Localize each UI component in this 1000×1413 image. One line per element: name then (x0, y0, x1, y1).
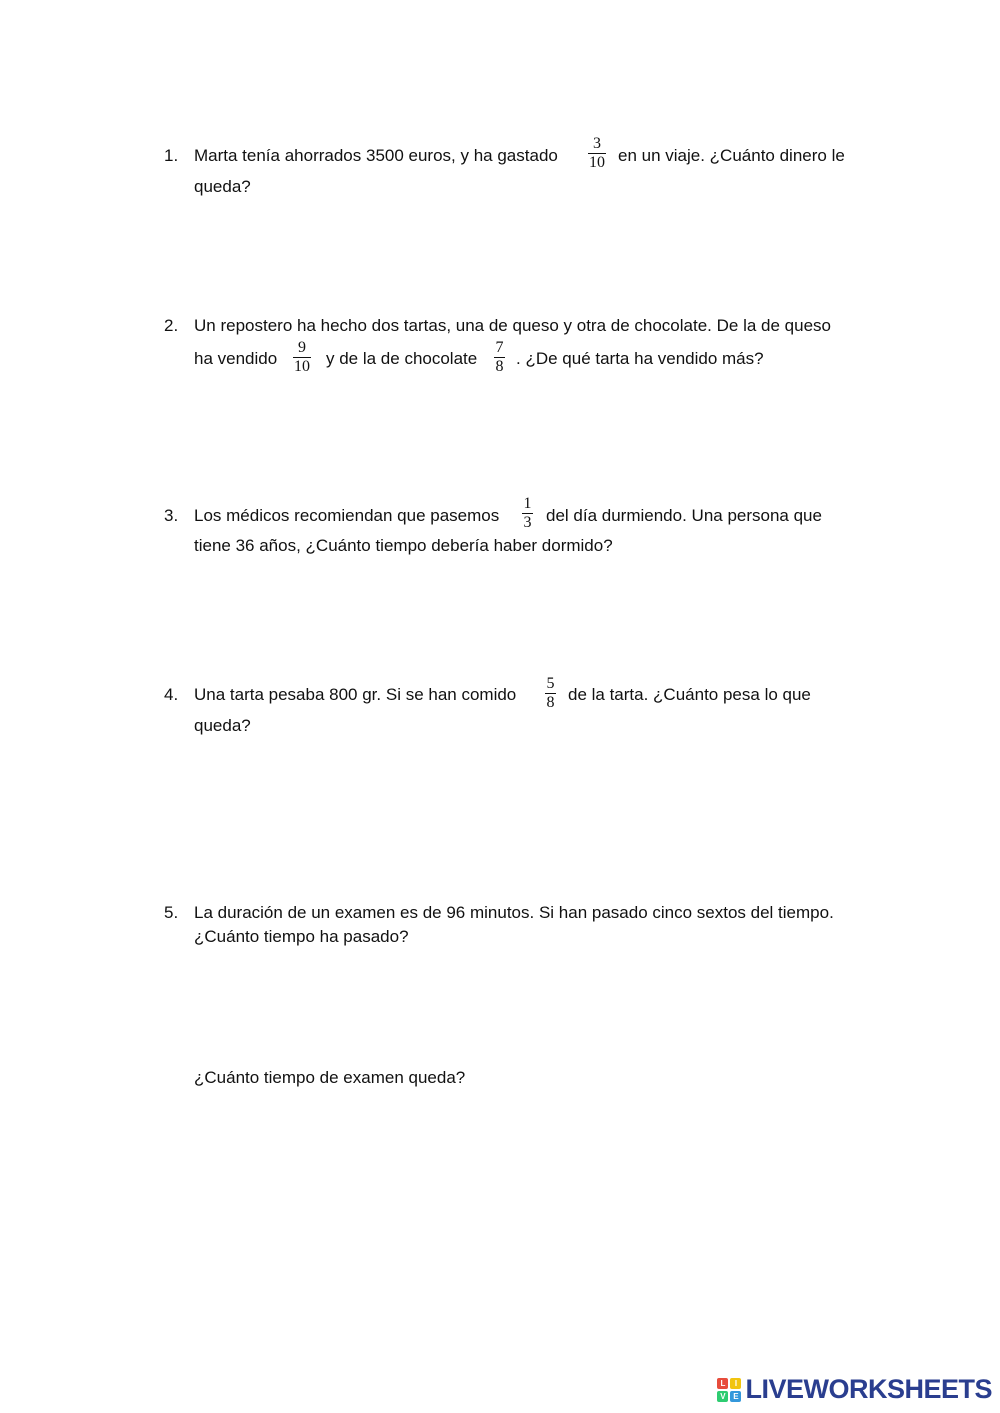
problem-text: Marta tenía ahorrados 3500 euros, y ha gastado (194, 146, 558, 165)
problem-text: Los médicos recomiendan que pasemos (194, 506, 500, 525)
problem-number: 2. (164, 316, 179, 335)
fraction (494, 340, 505, 375)
problem-number: 5. (164, 903, 179, 922)
fraction-numerator: 7 (495, 339, 504, 356)
logo-block-i: I (730, 1378, 741, 1389)
fraction-denominator: 8 (546, 694, 555, 711)
fraction-numerator: 1 (523, 495, 532, 512)
problem-text: ¿Cuánto tiempo ha pasado? (194, 927, 409, 946)
problem-text: La duración de un examen es de 96 minutos. Si han pasado cinco sextos del tiempo. (194, 903, 834, 922)
problem-text: Un repostero ha hecho dos tartas, una de queso y otra de chocolate. De la de queso (194, 316, 831, 335)
problem-number: 3. (164, 506, 179, 525)
problem-text: y de la de chocolate (326, 349, 478, 368)
fraction-denominator: 3 (523, 514, 532, 531)
problem-text: queda? (194, 177, 251, 196)
fraction-numerator: 9 (298, 339, 306, 356)
fraction (588, 136, 606, 171)
problem-followup-question: ¿Cuánto tiempo de examen queda? (194, 1068, 466, 1087)
fraction-denominator: 10 (589, 154, 605, 171)
fraction (293, 340, 311, 375)
logo-block-e: E (730, 1391, 741, 1402)
fraction-numerator: 5 (546, 675, 555, 692)
problem-number: 4. (164, 685, 179, 704)
logo-block-l: L (717, 1378, 728, 1389)
logo-brand-text: LIVEWORKSHEETS (745, 1374, 992, 1404)
fraction-numerator: 3 (593, 135, 601, 152)
problem-text: queda? (194, 716, 251, 735)
problem-text: en un viaje. ¿Cuánto dinero le (618, 146, 845, 165)
problem-number: 1. (164, 146, 179, 165)
problem-text: de la tarta. ¿Cuánto pesa lo que (568, 685, 811, 704)
problem-text: tiene 36 años, ¿Cuánto tiempo debería haber dormido? (194, 536, 613, 555)
logo-icon (717, 1378, 741, 1402)
fraction (545, 676, 556, 711)
problem-text: . ¿De qué tarta ha vendido más? (516, 349, 764, 368)
liveworksheets-logo (717, 1374, 992, 1405)
fraction (522, 496, 533, 531)
fraction-denominator: 8 (495, 358, 504, 375)
problem-text: Una tarta pesaba 800 gr. Si se han comido (194, 685, 517, 704)
fraction-denominator: 10 (294, 358, 310, 375)
problem-text: ha vendido (194, 349, 278, 368)
problem-text: del día durmiendo. Una persona que (546, 506, 822, 525)
logo-block-v: V (717, 1391, 728, 1402)
